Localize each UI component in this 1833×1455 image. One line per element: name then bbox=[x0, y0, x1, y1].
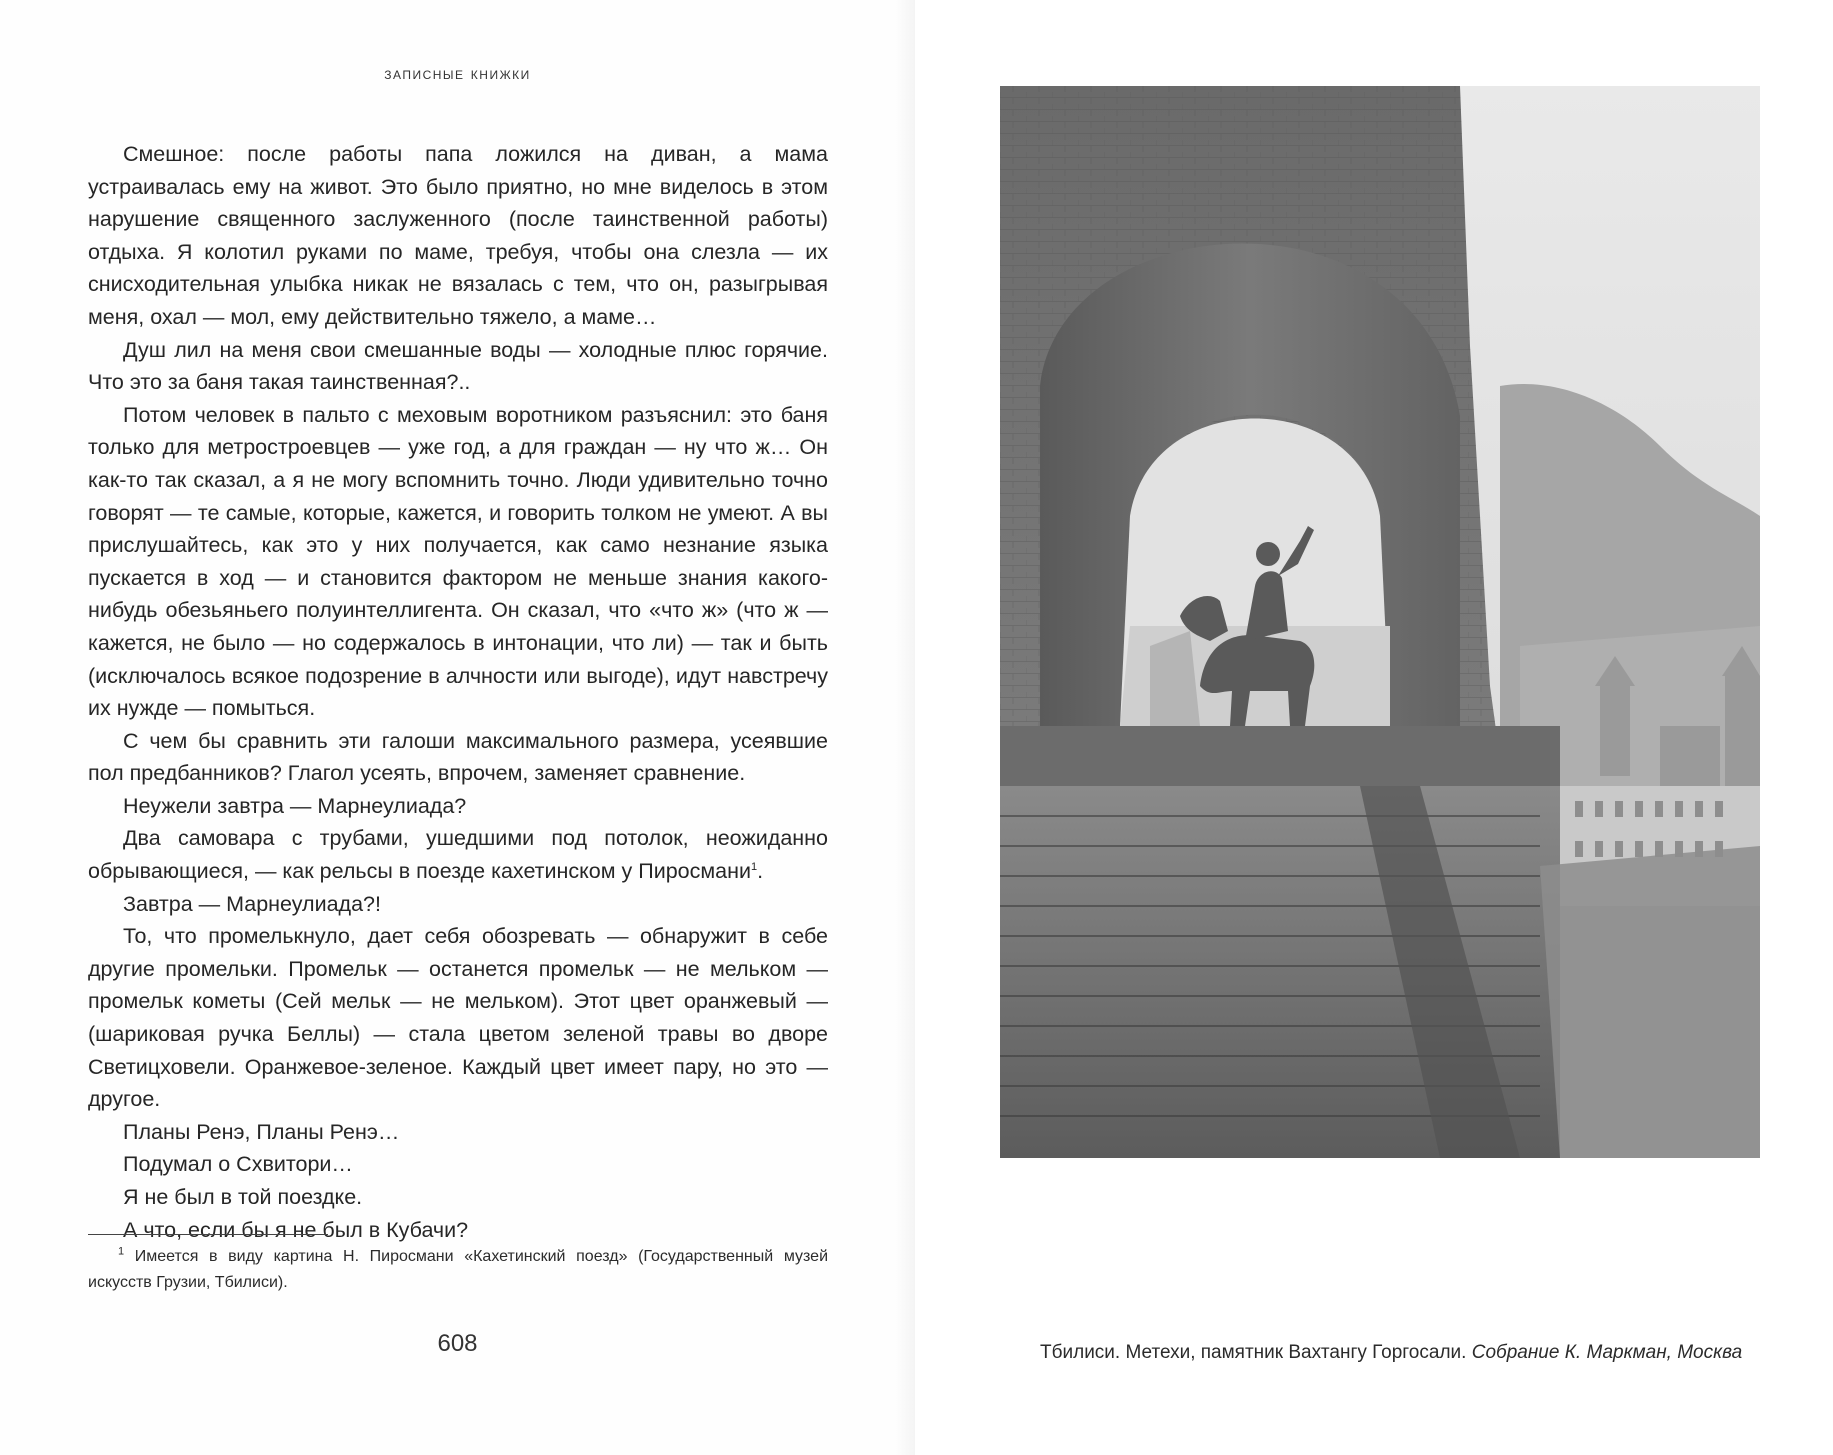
paragraph: Смешное: после работы папа ложился на диван, а мама устраивалась ему на живот. Это было приятно, но мне виделось в этом нарушение священного заслуженного (после таинственной работы) отдыха. Я колотил руками по маме, требуя, чтобы она слезла — их снисходительная улыбка никак не вязалась с тем, что он, разыгрывая меня, охал — мол, ему действительно тяжело, а маме… bbox=[88, 142, 828, 329]
footnote-text: Имеется в виду картина Н. Пиросмани «Кахетинский поезд» (Государственный музей искусств Грузии, Тбилиси). bbox=[88, 1248, 829, 1291]
paragraph: А что, если бы я не был в Кубачи? bbox=[123, 1217, 469, 1242]
photograph bbox=[1000, 86, 1760, 1158]
paragraph: Потом человек в пальто с меховым воротником разъяснил: это баня только для метростроевцев — уже год, а для граждан — ну что ж… Он как-то так сказал, а я не могу вспомнить точно. Люди удивительно точно говорят — те самые, которые, кажется, и говорить толком не умеют. А вы прислушайтесь, как это у них получается, как само незнание языка пускается в ход — и становится фактором не меньше знания какого-нибудь обезьяньего полуинтеллигента. Он сказал, что «что ж» (что ж — кажется, не было — но содержалось в интонации, что ли) — так и быть (исключалось всякое подозрение в алчности или выгоде), идут навстречу их нужде — помыться. bbox=[88, 402, 828, 721]
paragraph: Душ лил на меня свои смешанные воды — холодные плюс горячие. Что это за баня такая таинственная?.. bbox=[88, 337, 828, 395]
photo-ledge bbox=[1000, 726, 1560, 786]
paragraph: То, что промелькнуло, дает себя обозревать — обнаружит в себе другие промельки. Промельк — останется промельк — не мельком — промельк кометы (Сей мельк — не мельком). Этот цвет оранжевый — (шариковая ручка Беллы) — стала цветом зеленой травы во дворе Светицховели. Оранжевое-зеленое. Каждый цвет имеет пару, но это — другое. bbox=[88, 924, 828, 1112]
paragraph: Неужели завтра — Марнеулиада? bbox=[123, 793, 467, 818]
caption-credit: Собрание К. Маркман, Москва bbox=[1471, 1342, 1743, 1363]
paragraph-with-footnote: Два самовара с трубами, ушедшими под потолок, неожиданно обрывающиеся, — как рельсы в поезде кахетинском у Пиросмани$^1$. bbox=[88, 826, 828, 884]
running-head: записные книжки bbox=[384, 64, 531, 83]
caption-text: Тбилиси. Метехи, памятник Вахтангу Горгосали. bbox=[1040, 1342, 1467, 1363]
paragraph: Завтра — Марнеулиада?! bbox=[123, 891, 381, 916]
paragraph: Подумал о Схвитори… bbox=[123, 1152, 353, 1177]
page-number: 608 bbox=[437, 1330, 478, 1357]
paragraph: Планы Ренэ, Планы Ренэ… bbox=[123, 1119, 400, 1144]
photo-right-terrace bbox=[1540, 846, 1760, 1158]
photo-caption bbox=[1040, 1342, 1743, 1364]
body-text bbox=[88, 138, 828, 1246]
footnote-rule bbox=[88, 1234, 328, 1235]
paragraph: С чем бы сравнить эти галоши максимального размера, усеявшие пол предбанников? Глагол усеять, впрочем, заменяет сравнение. bbox=[88, 728, 828, 786]
footnote-number: 1 bbox=[118, 1245, 125, 1258]
footnote-marker: 1 bbox=[751, 860, 758, 873]
left-page bbox=[0, 0, 915, 1455]
paragraph: Я не был в той поездке. bbox=[123, 1185, 363, 1209]
photo-steps bbox=[1000, 786, 1560, 1158]
paragraph-text: Два самовара с трубами, ушедшими под потолок, неожиданно обрывающиеся, — как рельсы в поезде кахетинском у Пиросмани bbox=[88, 826, 828, 884]
photograph-illustration bbox=[1000, 86, 1760, 1158]
footnote bbox=[88, 1244, 828, 1296]
